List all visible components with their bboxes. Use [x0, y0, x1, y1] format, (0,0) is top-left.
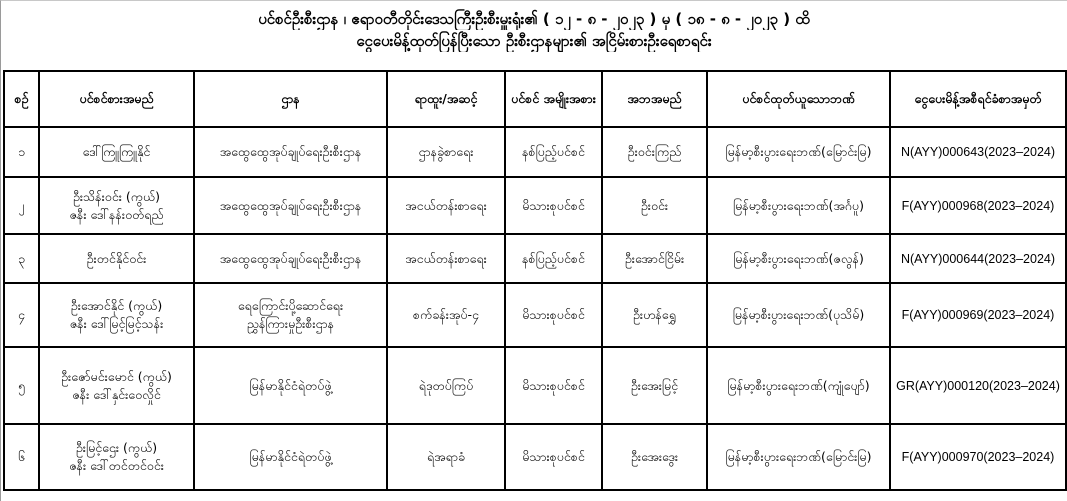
name-line-1: ဒေါ်ကြူကြူနိုင်: [82, 144, 151, 159]
cell-father-name: ဦးအေးမြင့်: [602, 347, 707, 424]
cell-serial: ၁: [4, 127, 39, 177]
cell-rank: အငယ်တန်းစာရေး: [387, 177, 505, 234]
cell-rank: ရဲအရာခံ: [387, 424, 505, 490]
cell-pension-type: မိသားစုပင်စင်: [505, 424, 602, 490]
name-line-1: ဦးတင်နိုင်ဝင်း: [86, 250, 147, 266]
cell-department: [194, 424, 387, 490]
cell-pension-type: မိသားစုပင်စင်: [505, 283, 602, 347]
cell-pension-type: မိသားစုပင်စင်: [505, 177, 602, 234]
cell-pension-type: နစ်ပြည့်ပင်စင်: [505, 234, 602, 283]
dept-line-1: အထွေထွေအုပ်ချုပ်ရေးဦးစီးဌာန: [219, 250, 362, 266]
cell-father-name: ဦးအေးဒွေး: [602, 424, 707, 490]
cell-report-number: F(AYY)000969(2023–2024): [890, 283, 1066, 347]
cell-pensioner-name: [39, 424, 194, 490]
table-row: [4, 424, 1066, 490]
cell-report-number: GR(AYY)000120(2023–2024): [890, 347, 1066, 424]
table-row: [4, 234, 1066, 283]
header-rank: ရာထူး/အဆင့်: [387, 71, 505, 127]
cell-pensioner-name: [39, 347, 194, 424]
table-header-row: [4, 71, 1066, 127]
dept-line-1: ရေကြောင်းပို့ဆောင်ရေး: [237, 298, 344, 313]
cell-department: [194, 283, 387, 347]
header-serial: စဉ်: [4, 71, 39, 127]
dept-line-1: အထွေထွေအုပ်ချုပ်ရေးဦးစီးဌာန: [219, 144, 362, 159]
cell-rank: ရဲဒုတပ်ကြပ်: [387, 347, 505, 424]
name-line-1: ဦးမြင့်ဌေး (ကွယ်): [75, 440, 158, 455]
cell-pensioner-name: [39, 283, 194, 347]
cell-report-number: N(AYY)000644(2023–2024): [890, 234, 1066, 283]
cell-bank: မြန်မာ့စီးပွားရေးဘဏ်(မြောင်းမြ): [707, 127, 890, 177]
cell-bank: မြန်မာ့စီးပွားရေးဘဏ်(ဇလွန်): [707, 234, 890, 283]
name-line-2: ဇနီး ဒေါ်နှင်းဝေလှိုင်: [72, 386, 161, 402]
header-father-name: အဘအမည်: [602, 71, 707, 127]
dept-line-1: မြန်မာနိုင်ငံရဲတပ်ဖွဲ့: [249, 377, 332, 393]
cell-serial: ၆: [4, 424, 39, 490]
cell-rank: အငယ်တန်းစာရေး: [387, 234, 505, 283]
cell-pensioner-name: [39, 234, 194, 283]
cell-father-name: ဦးအောင်ငြိမ်း: [602, 234, 707, 283]
cell-father-name: ဦးဝင်း: [602, 177, 707, 234]
cell-serial: ၅: [4, 347, 39, 424]
name-line-1: ဦးအောင်နိုင် (ကွယ်): [70, 298, 163, 313]
cell-department: [194, 127, 387, 177]
cell-pensioner-name: [39, 127, 194, 177]
cell-bank: မြန်မာ့စီးပွားရေးဘဏ်(ပုသိမ်): [707, 283, 890, 347]
cell-bank: မြန်မာ့စီးပွားရေးဘဏ်(မြောင်းမြ): [707, 424, 890, 490]
cell-report-number: N(AYY)000643(2023–2024): [890, 127, 1066, 177]
cell-department: [194, 234, 387, 283]
cell-serial: ၃: [4, 234, 39, 283]
cell-father-name: ဦးဟန်ရွှေ: [602, 283, 707, 347]
header-report-number: ငွေပေးမိန့်အစီရင်ခံစာအမှတ်: [890, 71, 1066, 127]
table-row: [4, 283, 1066, 347]
cell-department: [194, 347, 387, 424]
name-line-2: ဇနီး ဒေါ်မြင့်မြင့်သန်း: [69, 316, 164, 331]
cell-department: [194, 177, 387, 234]
cell-rank: စက်ခန်းအုပ်-၄: [387, 283, 505, 347]
cell-bank: မြန်မာ့စီးပွားရေးဘဏ်(ကျုံပျော်): [707, 347, 890, 424]
table-row: [4, 347, 1066, 424]
name-line-1: ဦးဇော်မင်းမောင် (ကွယ်): [61, 368, 172, 384]
document-title: [1, 1, 1067, 70]
cell-rank: ဌာနခွဲစာရေး: [387, 127, 505, 177]
name-line-2: ဇနီး ဒေါ်နန်းဝတ်ရည်: [69, 206, 164, 222]
cell-report-number: F(AYY)000970(2023–2024): [890, 424, 1066, 490]
name-line-2: ဇနီး ဒေါ်တင်တင်ဝင်း: [69, 458, 164, 473]
table-row: [4, 127, 1066, 177]
header-pensioner-name: ပင်စင်စားအမည်: [39, 71, 194, 127]
name-line-1: ဦးသိန်းဝင်း (ကွယ်): [72, 188, 161, 204]
title-line-1: ပင်စင်ဦးစီးဌာန ၊ ဧရာဝတီတိုင်းဒေသကြီးဦးစီးမှူးရုံး၏ ( ၁၂ - ၈ - ၂၀၂၃ ) မှ ( ၁၈ - ၈ - ၂၀၂၃ ) ထိ: [258, 10, 810, 28]
cell-pensioner-name: [39, 177, 194, 234]
dept-line-1: အထွေထွေအုပ်ချုပ်ရေးဦးစီးဌာန: [219, 197, 362, 213]
cell-father-name: ဦးဝင်းကြည်: [602, 127, 707, 177]
header-pension-type: ပင်စင် အမျိုးအစား: [505, 71, 602, 127]
header-bank: ပင်စင်ထုတ်ယူသောဘဏ်: [707, 71, 890, 127]
cell-serial: ၂: [4, 177, 39, 234]
cell-report-number: F(AYY)000968(2023–2024): [890, 177, 1066, 234]
table-row: [4, 177, 1066, 234]
header-department: ဌာန: [194, 71, 387, 127]
cell-pension-type: မိသားစုပင်စင်: [505, 347, 602, 424]
cell-bank: မြန်မာ့စီးပွားရေးဘဏ်(အင်္ဂပူ): [707, 177, 890, 234]
pensioner-table: [3, 70, 1067, 491]
cell-pension-type: နစ်ပြည့်ပင်စင်: [505, 127, 602, 177]
dept-line-1: မြန်မာနိုင်ငံရဲတပ်ဖွဲ့: [249, 449, 332, 464]
title-line-2: ငွေပေးမိန့်ထုတ်ပြန်ပြီးသော ဦးစီးဌာနများ၏ အငြိမ်းစားဦးရေစာရင်း: [356, 32, 712, 50]
cell-serial: ၄: [4, 283, 39, 347]
dept-line-2: ညွှန်ကြားမှုဦးစီးဌာန: [246, 316, 335, 331]
